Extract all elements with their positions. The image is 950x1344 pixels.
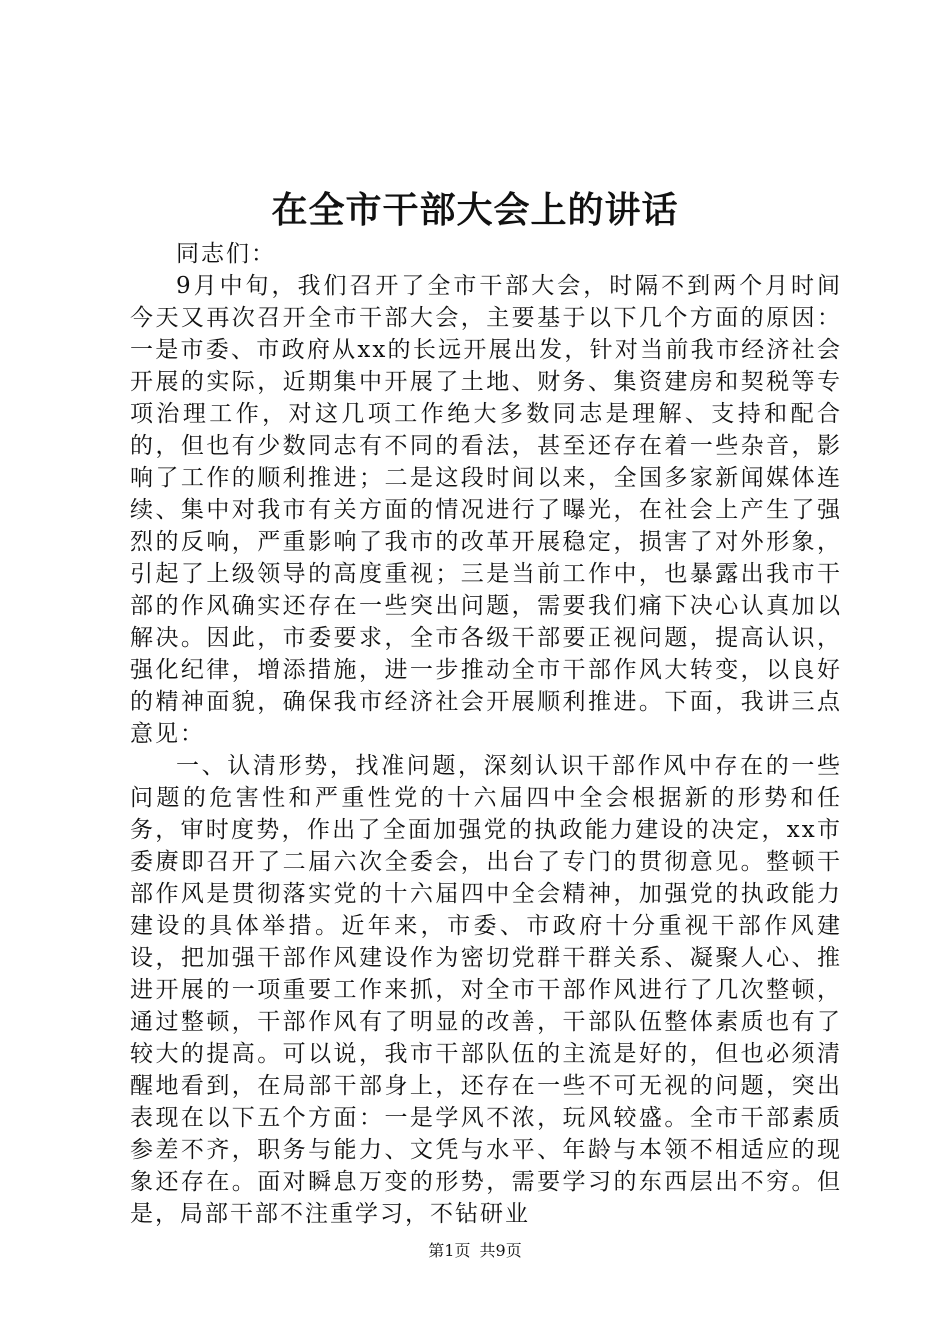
- page-number: 第1页: [428, 1241, 471, 1260]
- document-title: 在全市干部大会上的讲话: [271, 189, 679, 231]
- salutation: 同志们：: [176, 241, 276, 267]
- document-body: [130, 238, 842, 1230]
- page-footer: [0, 1240, 950, 1262]
- paragraph-1: 9月中旬，我们召开了全市干部大会，时隔不到两个月时间今天又再次召开全市干部大会，主要基于以下几个方面的原因：一是市委、市政府从xx的长远开展出发，针对当前我市经济社会开展的实际，近期集中开展了土地、财务、集资建房和契税等专项治理工作，对这几项工作绝大多数同志是理解、支持和配合的，但也有少数同志有不同的看法，甚至还存在着一些杂音，影响了工作的顺利推进；二是这段时间以来，全国多家新闻媒体连续、集中对我市有关方面的情况进行了曝光，在社会上产生了强烈的反响，严重影响了我市的改革开展稳定，损害了对外形象，引起了上级领导的高度重视；三是当前工作中，也暴露出我市干部的作风确实还存在一些突出问题，需要我们痛下决心认真加以解决。因此，市委要求，全市各级干部要正视问题，提高认识，强化纪律，增添措施，进一步推动全市干部作风大转变，以良好的精神面貌，确保我市经济社会开展顺利推进。下面，我讲三点意见：: [130, 273, 842, 747]
- paragraph-2: 一、认清形势，找准问题，深刻认识干部作风中存在的一些问题的危害性和严重性党的十六届四中全会根据新的形势和任务，审时度势，作出了全面加强党的执政能力建设的决定，xx市委赓即召开了二届六次全委会，出台了专门的贯彻意见。整顿干部作风是贯彻落实党的十六届四中全会精神，加强党的执政能力建设的具体举措。近年来，市委、市政府十分重视干部作风建设，把加强干部作风建设作为密切党群干群关系、凝聚人心、推进开展的一项重要工作来抓，对全市干部作风进行了几次整顿，通过整顿，干部作风有了明显的改善，干部队伍整体素质也有了较大的提高。可以说，我市干部队伍的主流是好的，但也必须清醒地看到，在局部干部身上，还存在一些不可无视的问题，突出表现在以下五个方面：一是学风不浓，玩风较盛。全市干部素质参差不齐，职务与能力、文凭与水平、年龄与本领不相适应的现象还存在。面对瞬息万变的形势，需要学习的东西层出不穷。但是，局部干部不注重学习，不钻研业: [130, 753, 842, 1227]
- page-total: 共9页: [479, 1241, 522, 1260]
